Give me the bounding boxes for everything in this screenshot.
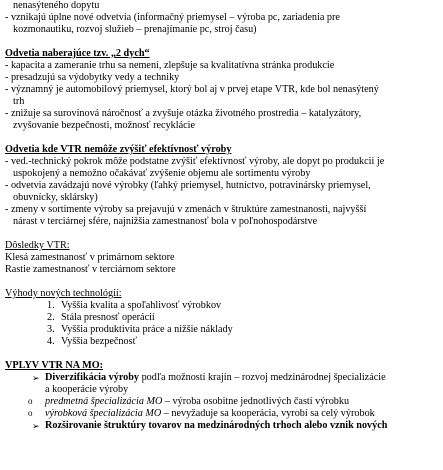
- text-line: - významný je automobilový priemysel, ktorý bol aj v prvej etape VTR, kde bol nenasýtený: [5, 84, 379, 95]
- section-heading: Odvetia kde VTR nemôže zvýšiť efektívnosť výroby: [5, 144, 232, 155]
- list-item: ➢ Diverzifikácia výroby podľa možností krajín – rozvoj medzinárodnej špecializácie: [32, 372, 386, 383]
- text-line: zvyšovanie bezpečnosti, možnosť recyklácie: [13, 120, 195, 131]
- text-line: - zmeny v sortimente výroby sa prejavujú v zmenách v štruktúre zamestnanosti, najvyšší: [5, 204, 367, 215]
- numbered-list: [5, 300, 441, 348]
- text-line: Rastie zamestnanosť v terciárnom sektore: [5, 264, 176, 275]
- list-item: 4. Vyššia bezpečnosť: [47, 336, 137, 347]
- circle-bullet-icon: o: [28, 396, 33, 406]
- list-item: 1. Vyššia kvalita a spoľahlivosť výrobkov: [47, 300, 222, 311]
- section-heading: Výhody nových technológií:: [5, 288, 122, 299]
- arrow-bullet-icon: ➢: [32, 373, 40, 383]
- list-item: 3. Vyššia produktivita práce a nižšie náklady: [47, 324, 233, 335]
- section-heading: Odvetia naberajúce tzv. „2 dych“: [5, 48, 150, 59]
- section-heading: VPLYV VTR NA MO:: [5, 360, 104, 371]
- text-line: - ved.-technický pokrok môže podstatne zvýšiť efektívnosť výroby, ale dopyt po produkcii je: [5, 156, 385, 167]
- text-line: nárast v terciárnej sfére, najnižšia zamestnanosť bola v poľnohospodárstve: [13, 216, 318, 227]
- text-line: - presadzujú sa výdobytky vedy a techniky: [5, 72, 180, 83]
- document-page: [5, 0, 441, 432]
- text-line: a kooperácie výroby: [45, 384, 129, 395]
- list-item: o predmetná špecializácia MO – výroba osobitne jednotlivých častí výrobku: [28, 396, 350, 407]
- text-line: obuvnícky, sklársky): [13, 192, 98, 203]
- list-item: 2. Stála presnosť operácií: [47, 312, 155, 323]
- text-line: - kapacita a zameranie trhu sa nemení, zlepšuje sa kvalitatívna stránka produkcie: [5, 60, 335, 71]
- text-line: - odvetvia zavádzajú nové výrobky (ľahký priemysel, hutníctvo, potravinársky priemysel,: [5, 180, 371, 191]
- circle-bullet-icon: o: [28, 408, 33, 418]
- text-line: kozmonautiku, rozvoj služieb – prenajímanie pc, stroj času): [13, 24, 257, 35]
- text-line: trh: [13, 96, 25, 107]
- text-line: nenasýteného dopytu: [13, 0, 100, 11]
- text-line: Klesá zamestnanosť v primárnom sektore: [5, 252, 175, 263]
- list-item: ➢ Rozširovanie štruktúry tovarov na medzinárodných trhoch alebo vznik nových: [32, 420, 388, 431]
- section-heading: Dôsledky VTR:: [5, 240, 70, 251]
- text-line: - vznikajú úplne nové odvetvia (informačný priemysel – výroba pc, zariadenia pre: [5, 12, 340, 23]
- list-item: o výrobková špecializácia MO – nevyžaduje sa kooperácia, vyrobí sa celý výrobok: [28, 408, 375, 419]
- text-line: uspokojený a nemožno očakávať zvýšenie objemu ale sortimentu výroby: [13, 168, 311, 179]
- text-line: - znižuje sa surovinová náročnosť a zvyšuje otázka životného prostredia – katalyzátory,: [5, 108, 362, 119]
- arrow-bullet-icon: ➢: [32, 421, 40, 431]
